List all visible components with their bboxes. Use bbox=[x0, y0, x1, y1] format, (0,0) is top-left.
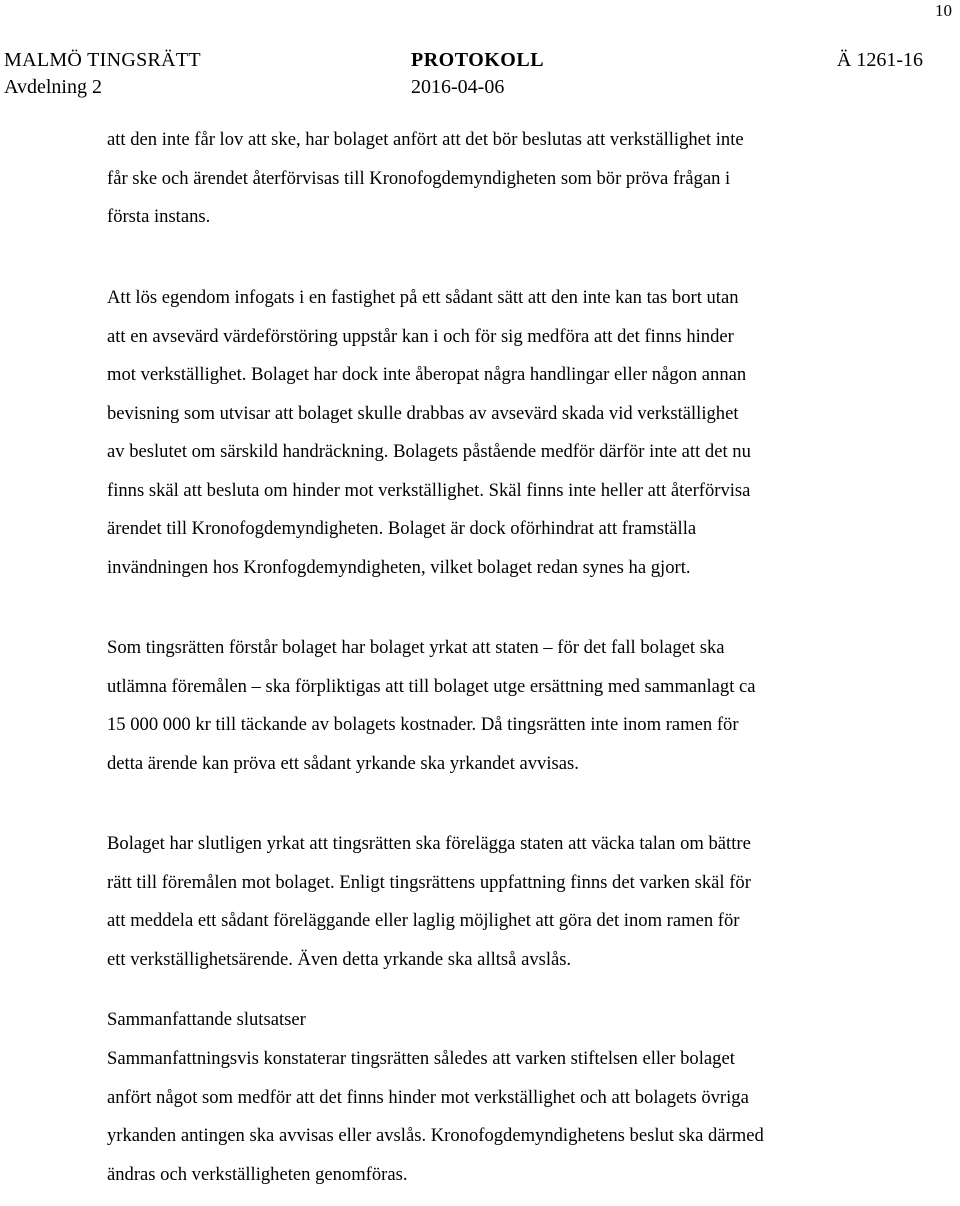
text-line: yrkanden antingen ska avvisas eller avslås. Kronofogdemyndighetens beslut ska därmed bbox=[107, 1125, 764, 1146]
text-line: rätt till föremålen mot bolaget. Enligt tingsrättens uppfattning finns det varken skäl för bbox=[107, 871, 751, 893]
header-row-top bbox=[0, 49, 960, 73]
text-line: Som tingsrätten förstår bolaget har bolaget yrkat att staten – för det fall bolaget ska bbox=[107, 637, 725, 658]
text-line: Sammanfattningsvis konstaterar tingsrätten således att varken stiftelsen eller bolaget bbox=[107, 1048, 735, 1069]
court-name: MALMÖ TINGSRÄTT bbox=[4, 49, 201, 71]
text-line: första instans. bbox=[107, 206, 211, 227]
text-line: Bolaget har slutligen yrkat att tingsrätten ska förelägga staten att väcka talan om bättre bbox=[107, 833, 751, 854]
text-line: invändningen hos Kronfogdemyndigheten, vilket bolaget redan synes ha gjort. bbox=[107, 556, 691, 578]
text-line: att meddela ett sådant föreläggande eller laglig möjlighet att göra det inom ramen för bbox=[107, 910, 740, 931]
page-number: 10 bbox=[935, 1, 952, 20]
document-date: 2016-04-06 bbox=[411, 76, 505, 98]
conclusion-paragraph bbox=[107, 1040, 764, 1194]
section-heading: Sammanfattande slutsatser bbox=[107, 1009, 306, 1030]
paragraph bbox=[107, 629, 756, 783]
text-line: 15 000 000 kr till täckande av bolagets kostnader. Då tingsrätten inte inom ramen för bbox=[107, 714, 739, 735]
paragraph bbox=[107, 121, 744, 237]
text-line: av beslutet om särskild handräckning. Bolagets påstående medför därför inte att det nu bbox=[107, 441, 751, 462]
text-line: ett verkställighetsärende. Även detta yrkande ska alltså avslås. bbox=[107, 948, 572, 970]
text-line: finns skäl att besluta om hinder mot verkställighet. Skäl finns inte heller att återförvisa bbox=[107, 479, 751, 501]
text-line: får ske och ärendet återförvisas till Kronofogdemyndigheten som bör pröva frågan i bbox=[107, 167, 731, 189]
document-type: PROTOKOLL bbox=[411, 49, 545, 71]
paragraph bbox=[107, 825, 751, 979]
text-line: detta ärende kan pröva ett sådant yrkande ska yrkandet avvisas. bbox=[107, 752, 579, 774]
division: Avdelning 2 bbox=[4, 76, 102, 98]
text-line: Att lös egendom infogats i en fastighet på ett sådant sätt att den inte kan tas bort utan bbox=[107, 287, 739, 308]
text-line: ärendet till Kronofogdemyndigheten. Bolaget är dock oförhindrat att framställa bbox=[107, 518, 697, 539]
text-line: mot verkställighet. Bolaget har dock inte åberopat några handlingar eller någon annan bbox=[107, 364, 747, 385]
text-line: att en avsevärd värdeförstöring uppstår kan i och för sig medföra att det finns hinder bbox=[107, 325, 734, 347]
text-line: ändras och verkställigheten genomföras. bbox=[107, 1163, 408, 1185]
case-number: Ä 1261-16 bbox=[836, 49, 923, 71]
text-line: utlämna föremålen – ska förpliktigas att till bolaget utge ersättning med sammanlagt ca bbox=[107, 675, 756, 697]
header-row-bottom bbox=[0, 76, 960, 100]
text-line: bevisning som utvisar att bolaget skulle drabbas av avsevärd skada vid verkställighet bbox=[107, 402, 739, 424]
text-line: att den inte får lov att ske, har bolaget anfört att det bör beslutas att verkställighet inte bbox=[107, 129, 744, 150]
paragraph bbox=[107, 279, 751, 587]
text-line: anfört något som medför att det finns hinder mot verkställighet och att bolagets övriga bbox=[107, 1086, 749, 1108]
